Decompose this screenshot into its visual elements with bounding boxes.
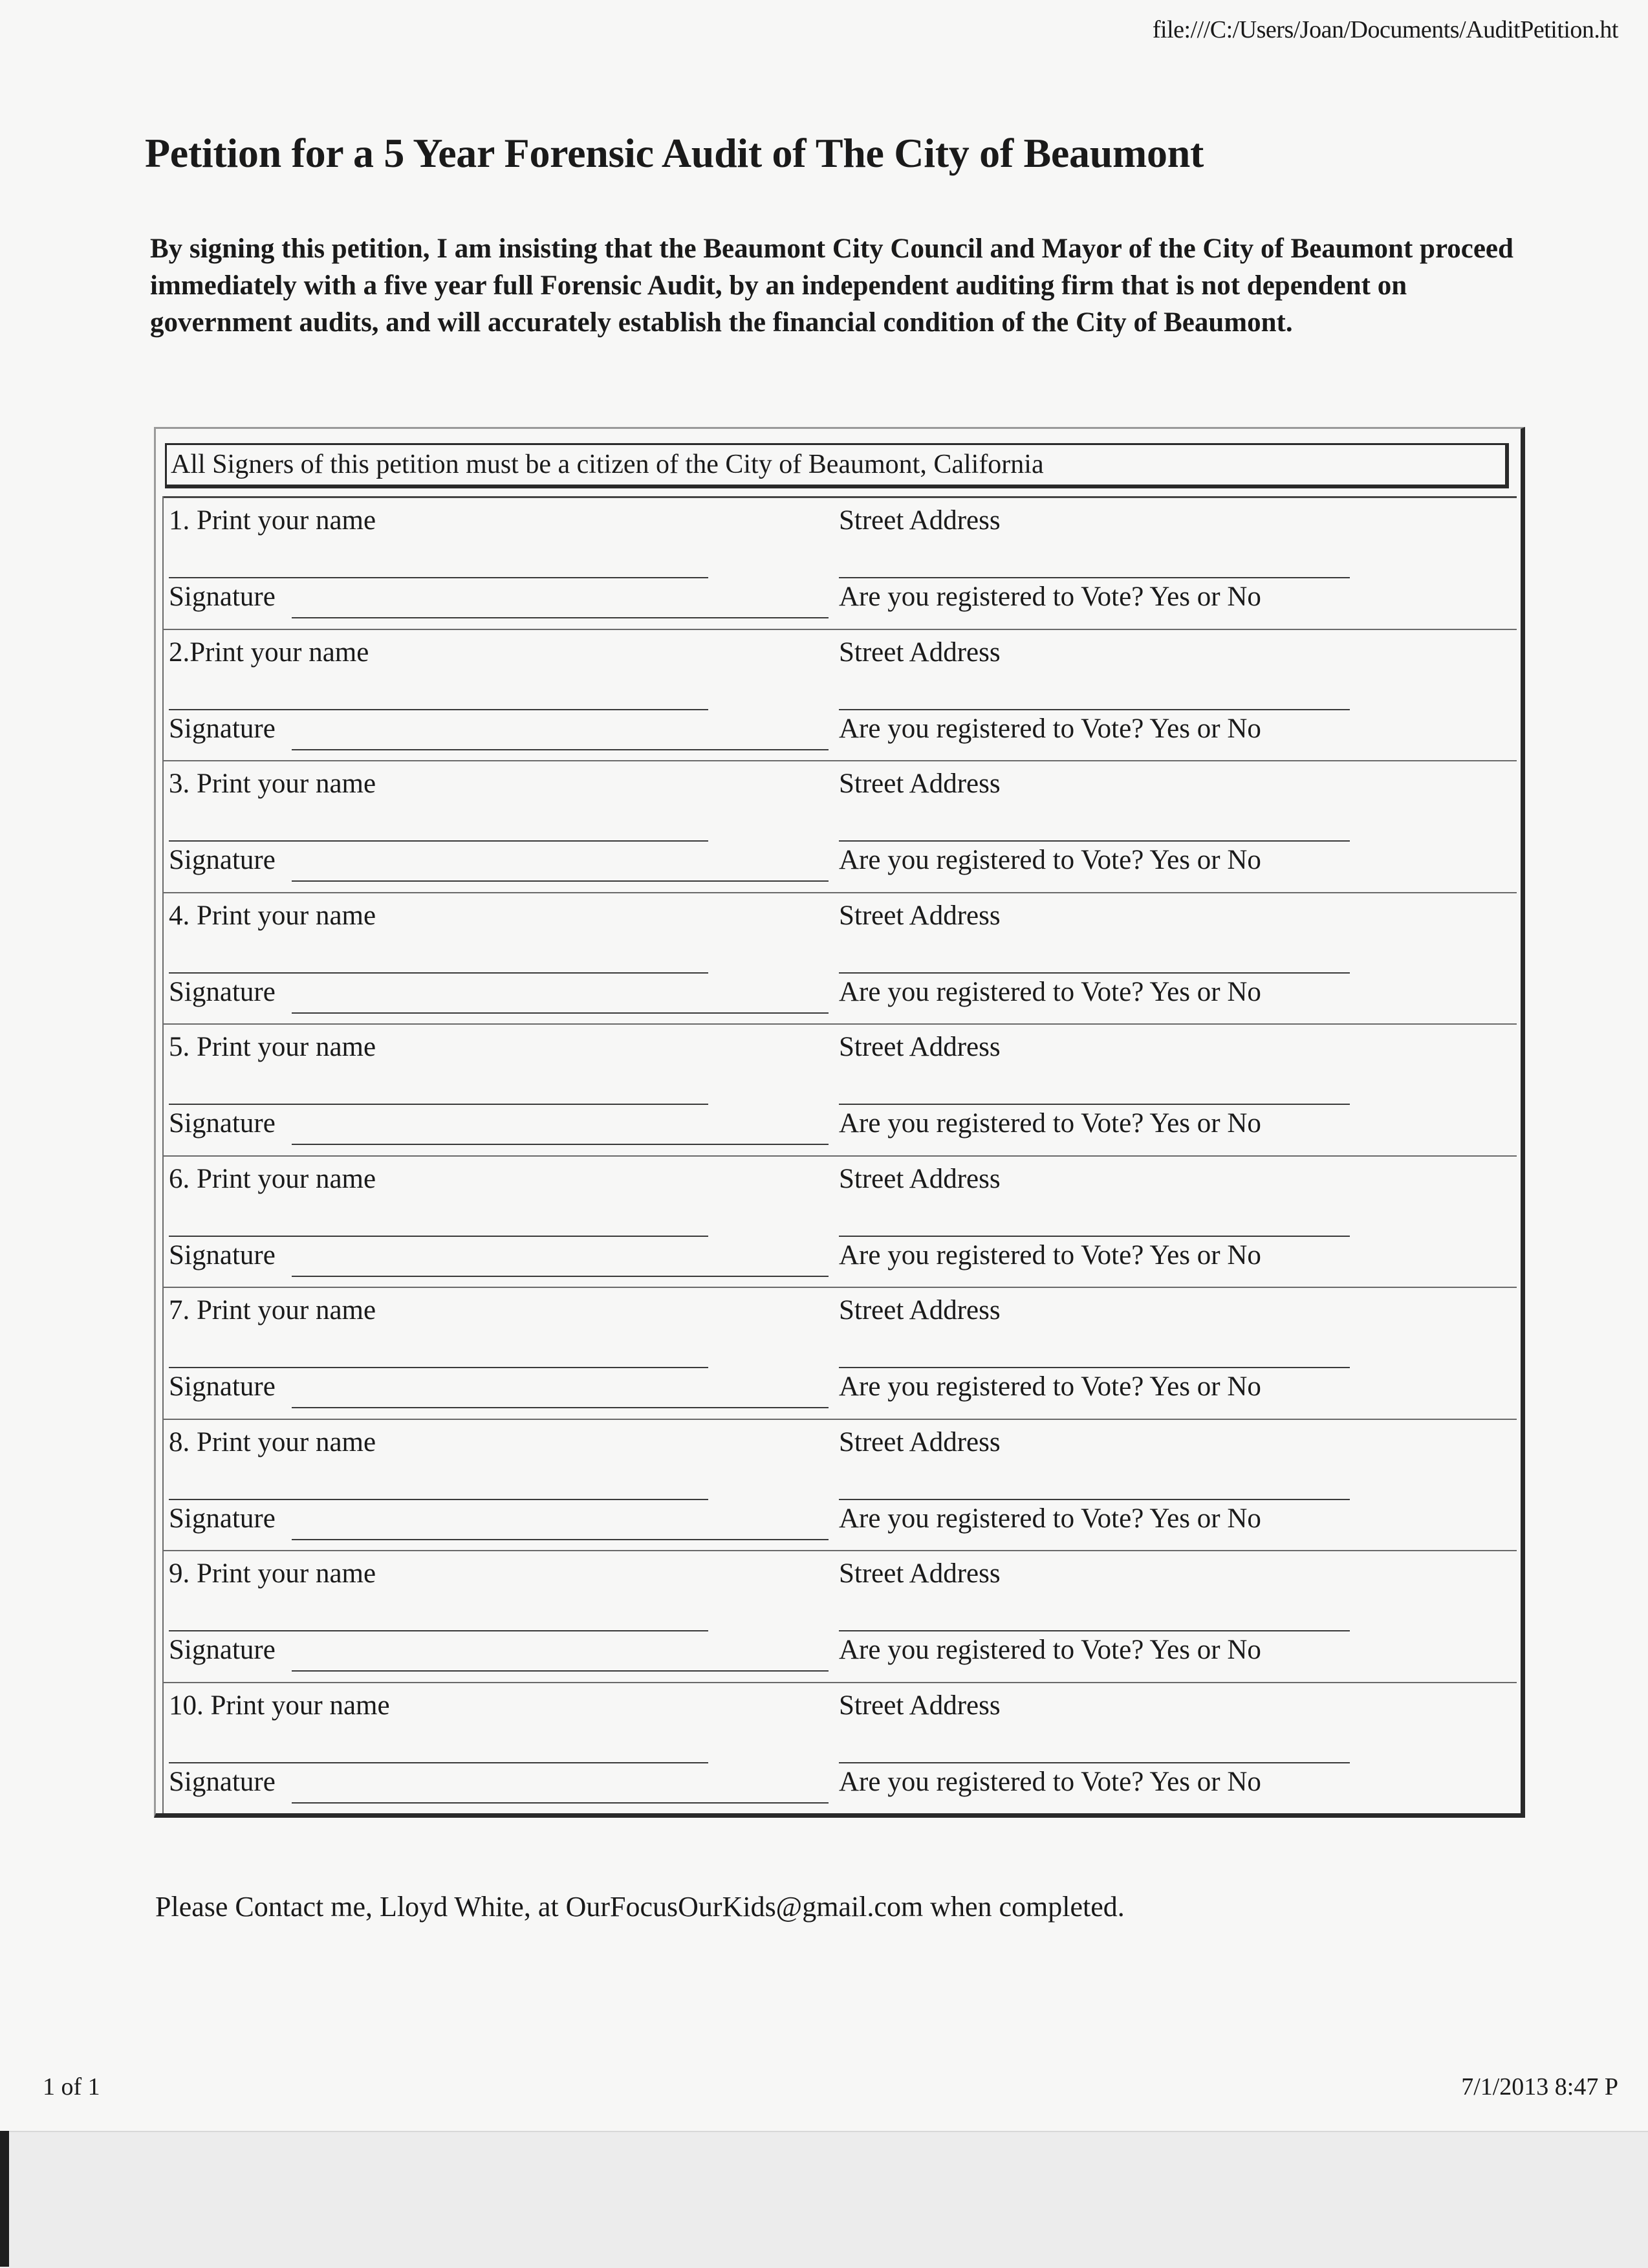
street-address-field[interactable] [839, 1630, 1350, 1631]
signature-entry [164, 1023, 1517, 1155]
signature-field[interactable] [292, 1276, 829, 1277]
voter-registration-question: Are you registered to Vote? Yes or No [839, 1503, 1261, 1534]
street-address-field[interactable] [839, 1104, 1350, 1105]
voter-registration-question: Are you registered to Vote? Yes or No [839, 1635, 1261, 1665]
print-name-field[interactable] [169, 1236, 708, 1237]
street-address-label: Street Address [839, 769, 1001, 799]
voter-registration-question: Are you registered to Vote? Yes or No [839, 1108, 1261, 1139]
street-address-label: Street Address [839, 1426, 1001, 1457]
street-address-field[interactable] [839, 1762, 1350, 1763]
signature-field[interactable] [292, 1670, 829, 1672]
street-address-field[interactable] [839, 1367, 1350, 1368]
print-name-label: 8. Print your name [169, 1426, 376, 1457]
signature-field[interactable] [292, 1144, 829, 1145]
print-name-field[interactable] [169, 1104, 708, 1105]
signature-entry [164, 1287, 1517, 1419]
signature-field[interactable] [292, 749, 829, 750]
signature-label: Signature [169, 1766, 276, 1797]
signature-label: Signature [169, 582, 276, 612]
signature-entry [164, 1550, 1517, 1682]
voter-registration-question: Are you registered to Vote? Yes or No [839, 1239, 1261, 1270]
street-address-label: Street Address [839, 505, 1001, 536]
print-name-field[interactable] [169, 1762, 708, 1763]
street-address-label: Street Address [839, 1558, 1001, 1589]
street-address-field[interactable] [839, 1236, 1350, 1237]
print-name-label: 3. Print your name [169, 769, 376, 799]
signature-field[interactable] [292, 880, 829, 882]
signature-field[interactable] [292, 1539, 829, 1540]
signature-entry [164, 496, 1517, 629]
page-number: 1 of 1 [43, 2073, 100, 2100]
street-address-label: Street Address [839, 900, 1001, 931]
print-name-label: 5. Print your name [169, 1032, 376, 1062]
print-name-field[interactable] [169, 972, 708, 974]
signature-label: Signature [169, 1371, 276, 1402]
signature-entry [164, 1682, 1517, 1814]
file-url: file:///C:/Users/Joan/Documents/AuditPetition.ht [1152, 16, 1618, 43]
contact-line: Please Contact me, Lloyd White, at OurFocusOurKids@gmail.com when completed. [155, 1891, 1125, 1923]
street-address-label: Street Address [839, 1690, 1001, 1721]
signature-table [154, 427, 1525, 1818]
print-name-label: 4. Print your name [169, 900, 376, 931]
print-name-field[interactable] [169, 709, 708, 710]
signature-field[interactable] [292, 1802, 829, 1804]
print-name-label: 2.Print your name [169, 637, 369, 668]
signature-entry [164, 1419, 1517, 1551]
signature-field[interactable] [292, 1012, 829, 1014]
signature-entry [164, 629, 1517, 761]
print-name-label: 9. Print your name [169, 1558, 376, 1589]
signature-label: Signature [169, 713, 276, 744]
print-name-field[interactable] [169, 1630, 708, 1631]
street-address-field[interactable] [839, 577, 1350, 578]
voter-registration-question: Are you registered to Vote? Yes or No [839, 1371, 1261, 1402]
street-address-field[interactable] [839, 1499, 1350, 1500]
signature-entry [164, 760, 1517, 892]
print-name-label: 1. Print your name [169, 505, 376, 536]
street-address-label: Street Address [839, 1295, 1001, 1325]
signature-entry [164, 1155, 1517, 1287]
signature-label: Signature [169, 1108, 276, 1139]
scanner-edge [0, 2131, 9, 2267]
street-address-field[interactable] [839, 709, 1350, 710]
print-name-label: 7. Print your name [169, 1295, 376, 1325]
print-name-label: 10. Print your name [169, 1690, 390, 1721]
street-address-field[interactable] [839, 972, 1350, 974]
street-address-field[interactable] [839, 840, 1350, 842]
street-address-label: Street Address [839, 1032, 1001, 1062]
citizen-notice: All Signers of this petition must be a citizen of the City of Beaumont, California [165, 443, 1509, 488]
print-timestamp: 7/1/2013 8:47 P [1461, 2073, 1618, 2100]
signature-entry [164, 892, 1517, 1024]
street-address-label: Street Address [839, 637, 1001, 668]
voter-registration-question: Are you registered to Vote? Yes or No [839, 976, 1261, 1007]
print-name-field[interactable] [169, 1499, 708, 1500]
street-address-label: Street Address [839, 1163, 1001, 1194]
signature-field[interactable] [292, 617, 829, 618]
signature-label: Signature [169, 1239, 276, 1270]
voter-registration-question: Are you registered to Vote? Yes or No [839, 582, 1261, 612]
voter-registration-question: Are you registered to Vote? Yes or No [839, 845, 1261, 875]
print-name-label: 6. Print your name [169, 1163, 376, 1194]
voter-registration-question: Are you registered to Vote? Yes or No [839, 713, 1261, 744]
signature-rows [162, 496, 1517, 1813]
signature-label: Signature [169, 1503, 276, 1534]
print-name-field[interactable] [169, 1367, 708, 1368]
voter-registration-question: Are you registered to Vote? Yes or No [839, 1766, 1261, 1797]
print-name-field[interactable] [169, 840, 708, 842]
signature-label: Signature [169, 845, 276, 875]
signature-label: Signature [169, 976, 276, 1007]
signature-field[interactable] [292, 1407, 829, 1408]
print-name-field[interactable] [169, 577, 708, 578]
petition-title: Petition for a 5 Year Forensic Audit of The City of Beaumont [145, 130, 1204, 176]
signature-label: Signature [169, 1635, 276, 1665]
petition-intro: By signing this petition, I am insisting that the Beaumont City Council and Mayor of the City of Beaumont proceed immediately with a five year full Forensic Audit, by an independent auditing firm that is not dependent on government audits, and will accurately establish the financial condition of the City of Beaumont. [150, 234, 1513, 338]
scanner-margin [0, 2131, 1648, 2268]
